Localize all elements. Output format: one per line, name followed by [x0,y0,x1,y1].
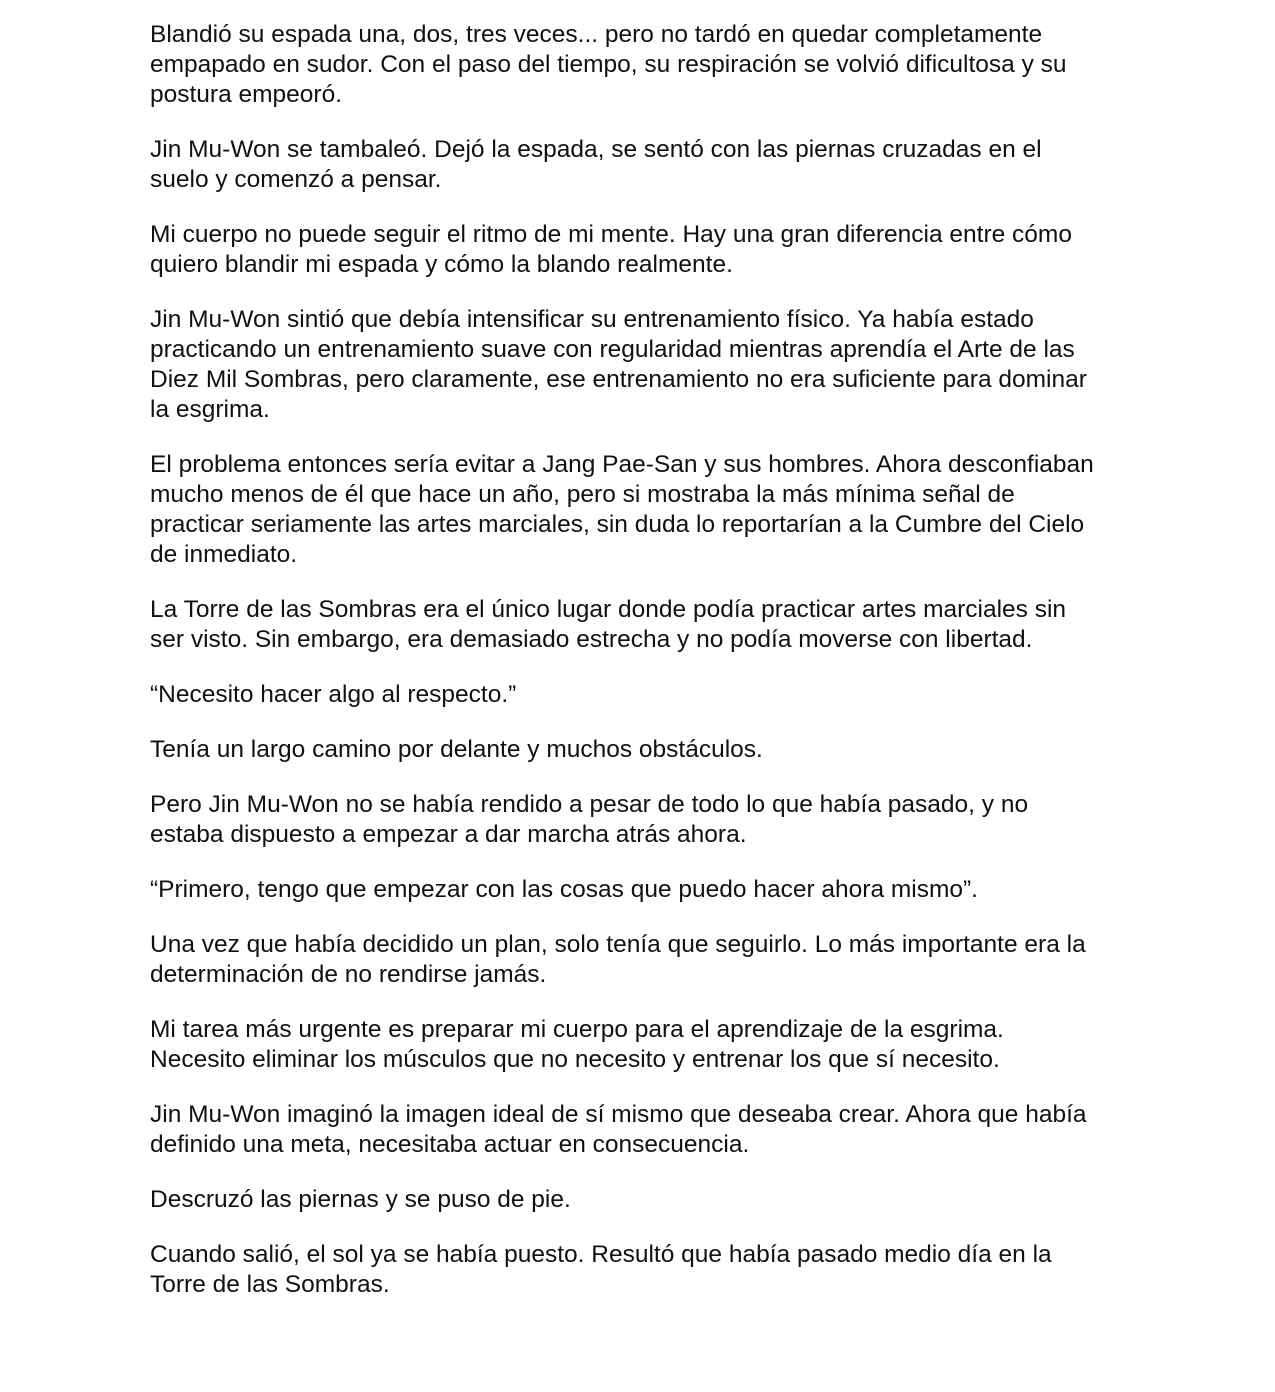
paragraph-7 [150,680,1140,710]
text-line: Jin Mu-Won imaginó la imagen ideal de sí mismo que deseaba crear. Ahora que había [150,1101,1087,1128]
paragraph-9 [150,790,1140,850]
paragraph-2 [150,135,1140,195]
text-line: la esgrima. [150,396,270,423]
document-page [150,20,1140,1325]
text-line: de inmediato. [150,541,298,568]
text-line: Diez Mil Sombras, pero claramente, ese entrenamiento no era suficiente para dominar [150,366,1087,393]
text-line: La Torre de las Sombras era el único lugar donde podía practicar artes marciales sin [150,596,1067,623]
text-line: Mi tarea más urgente es preparar mi cuerpo para el aprendizaje de la esgrima. [150,1016,1004,1043]
paragraph-3 [150,220,1140,280]
text-line: quiero blandir mi espada y cómo la blando realmente. [150,251,733,278]
paragraph-1 [150,20,1140,110]
text-line: “Primero, tengo que empezar con las cosas que puedo hacer ahora mismo”. [150,876,978,903]
paragraph-4 [150,305,1140,425]
text-line: Jin Mu-Won sintió que debía intensificar su entrenamiento físico. Ya había estado [150,306,1034,333]
text-line: Cuando salió, el sol ya se había puesto. Resultó que había pasado medio día en la [150,1241,1052,1268]
text-line: definido una meta, necesitaba actuar en consecuencia. [150,1131,750,1158]
text-line: postura empeoró. [150,81,343,108]
paragraph-11 [150,930,1140,990]
paragraph-13 [150,1100,1140,1160]
paragraph-8 [150,735,1140,765]
text-line: ser visto. Sin embargo, era demasiado estrecha y no podía moverse con libertad. [150,626,1033,653]
text-line: estaba dispuesto a empezar a dar marcha atrás ahora. [150,821,747,848]
paragraph-15 [150,1240,1140,1300]
paragraph-12 [150,1015,1140,1075]
text-line: Mi cuerpo no puede seguir el ritmo de mi mente. Hay una gran diferencia entre cómo [150,221,1072,248]
text-line: Pero Jin Mu-Won no se había rendido a pesar de todo lo que había pasado, y no [150,791,1029,818]
paragraph-5 [150,450,1140,570]
text-line: determinación de no rendirse jamás. [150,961,547,988]
text-line: mucho menos de él que hace un año, pero si mostraba la más mínima señal de [150,481,1015,508]
text-line: practicando un entrenamiento suave con regularidad mientras aprendía el Arte de las [150,336,1075,363]
text-line: suelo y comenzó a pensar. [150,166,442,193]
text-line: Blandió su espada una, dos, tres veces... pero no tardó en quedar completamente [150,21,1043,48]
text-line: “Necesito hacer algo al respecto.” [150,681,517,708]
text-line: Necesito eliminar los músculos que no necesito y entrenar los que sí necesito. [150,1046,1000,1073]
text-line: El problema entonces sería evitar a Jang Pae-San y sus hombres. Ahora desconfiaban [150,451,1094,478]
text-line: Una vez que había decidido un plan, solo tenía que seguirlo. Lo más importante era la [150,931,1086,958]
text-line: Tenía un largo camino por delante y muchos obstáculos. [150,736,763,763]
paragraph-10 [150,875,1140,905]
paragraph-6 [150,595,1140,655]
text-line: Jin Mu-Won se tambaleó. Dejó la espada, se sentó con las piernas cruzadas en el [150,136,1042,163]
text-line: practicar seriamente las artes marciales, sin duda lo reportarían a la Cumbre del Cielo [150,511,1085,538]
text-line: empapado en sudor. Con el paso del tiempo, su respiración se volvió dificultosa y su [150,51,1067,78]
paragraph-14 [150,1185,1140,1215]
text-line: Descruzó las piernas y se puso de pie. [150,1186,571,1213]
text-line: Torre de las Sombras. [150,1271,390,1298]
